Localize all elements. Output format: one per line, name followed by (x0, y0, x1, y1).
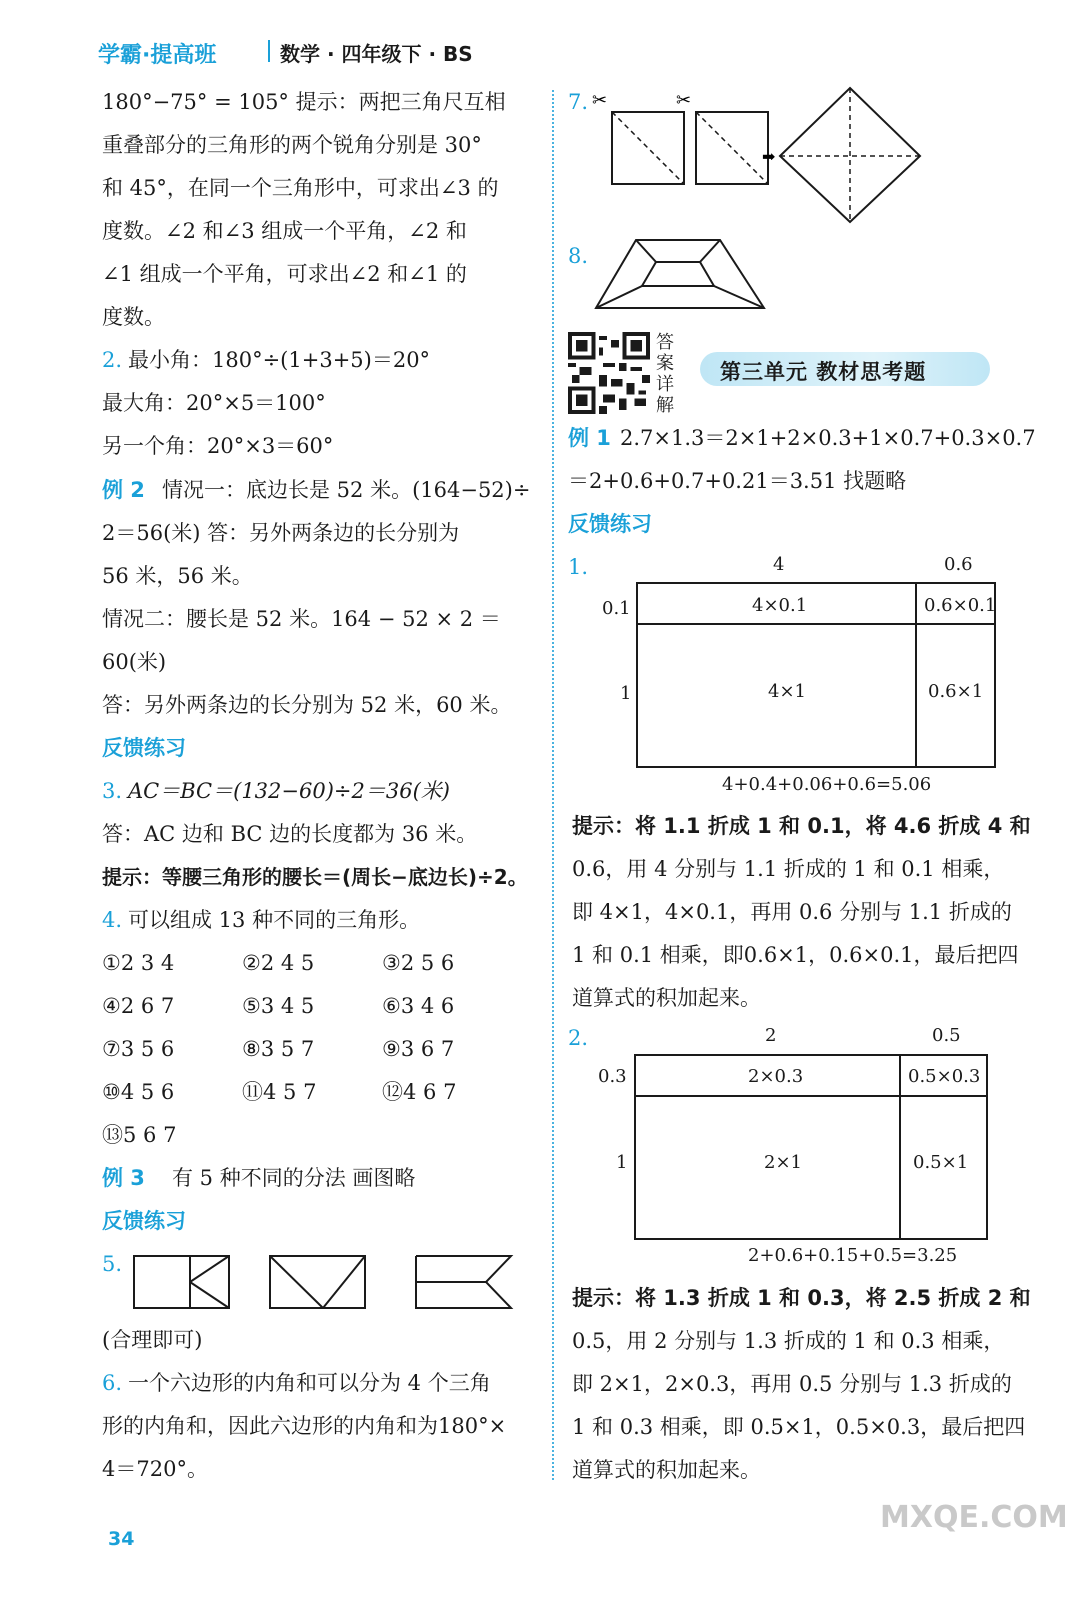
triangle-item: ⑩4 5 6 (102, 1080, 175, 1104)
hint-line: 0.5，用 2 分别与 1.3 折成的 1 和 0.3 相乘， (572, 1329, 1005, 1353)
hint-line: 0.6，用 4 分别与 1.1 折成的 1 和 0.1 相乘， (572, 857, 1005, 881)
triangle-item: ④2 6 7 (102, 994, 175, 1018)
text-line: 答：另外两条边的长分别为 52 米，60 米。 (102, 693, 512, 717)
scissors-icon: ✂ (676, 90, 692, 111)
row-label: 0.1 (602, 598, 631, 619)
row-label: 0.3 (598, 1066, 627, 1087)
cell-label: 0.5×1 (913, 1152, 969, 1173)
cell-label: 4×1 (768, 681, 806, 702)
column-label: 2 (765, 1025, 777, 1046)
triangle-item: ⑦3 5 6 (102, 1037, 175, 1061)
question-number: 2. (568, 1026, 589, 1050)
header-separator (268, 40, 270, 62)
triangle-item: ⑥3 4 6 (382, 994, 455, 1018)
trapezoid-figure (592, 236, 772, 312)
triangle-item: ③2 5 6 (382, 951, 455, 975)
scissors-icon: ✂ (592, 90, 608, 111)
hint-line: 提示：等腰三角形的腰长＝(周长−底边长)÷2。 (102, 865, 528, 889)
figure-3 (416, 1256, 511, 1308)
division-figures (128, 1250, 528, 1314)
question-number: 5. (102, 1252, 123, 1276)
arrow-right-icon: ➡ (762, 147, 776, 166)
hint-line: 提示：将 1.1 折成 1 和 0.1，将 4.6 折成 4 和 (572, 814, 1031, 838)
cell-label: 2×0.3 (748, 1066, 804, 1087)
example-label: 例 1 (568, 426, 611, 450)
triangle-item: ①2 3 4 (102, 951, 175, 975)
text-line: 情况二：腰长是 52 米。164 − 52 × 2 ＝ (102, 607, 501, 631)
text-line: 答：AC 边和 BC 边的长度都为 36 米。 (102, 822, 478, 846)
text-line: 度数。 (102, 305, 165, 329)
row-label: 1 (620, 683, 632, 704)
note: (合理即可) (102, 1328, 203, 1352)
triangle-item: ⑪4 5 7 (242, 1080, 317, 1104)
sum-expression: 4+0.4+0.06+0.6=5.06 (722, 774, 932, 795)
cell-label: 0.5×0.3 (908, 1066, 981, 1087)
text-line: 可以组成 13 种不同的三角形。 (128, 908, 421, 932)
hint-line: 提示：将 1.3 折成 1 和 0.3，将 2.5 折成 2 和 (572, 1286, 1031, 1310)
text-line: 度数。∠2 和∠3 组成一个平角，∠2 和 (102, 219, 467, 243)
triangle-item: ⑤3 4 5 (242, 994, 315, 1018)
watermark: MXQE.COM (880, 1500, 1068, 1535)
hint-line: 即 2×1，2×0.3，再用 0.5 分别与 1.3 折成的 (572, 1372, 1012, 1396)
triangle-item: ②2 4 5 (242, 951, 315, 975)
hint-line: 即 4×1，4×0.1，再用 0.6 分别与 1.1 折成的 (572, 900, 1012, 924)
text-line: 重叠部分的三角形的两个锐角分别是 30° (102, 133, 482, 157)
text-line: 形的内角和，因此六边形的内角和为180°× (102, 1414, 507, 1438)
text-line: 有 5 种不同的分法 画图略 (172, 1166, 416, 1190)
qr-caption: 答案详解 (656, 332, 674, 416)
text-line: 4＝720°。 (102, 1457, 208, 1481)
text-line: 最大角：20°×5＝100° (102, 391, 326, 415)
qr-code-icon[interactable] (568, 332, 650, 414)
unit-title: 第三单元 教材思考题 (720, 360, 927, 384)
triangle-item: ⑨3 6 7 (382, 1037, 455, 1061)
text-line: 一个六边形的内角和可以分为 4 个三角 (128, 1371, 491, 1395)
question-number: 3. (102, 779, 123, 803)
column-divider (552, 90, 554, 1480)
cell-label: 2×1 (764, 1152, 802, 1173)
header-subject: 数学 · 四年级下 · BS (280, 42, 473, 66)
sum-expression: 2+0.6+0.15+0.5=3.25 (748, 1245, 958, 1266)
triangle-item: ⑧3 5 7 (242, 1037, 315, 1061)
hint-line: 道算式的积加起来。 (572, 1458, 761, 1482)
page-number: 34 (108, 1528, 135, 1550)
triangle-item: ⑬5 6 7 (102, 1123, 177, 1147)
text-line: 60(米) (102, 650, 167, 674)
folding-figure (592, 86, 932, 226)
section-heading: 反馈练习 (568, 512, 652, 536)
text-line: 另一个角：20°×3＝60° (102, 434, 334, 458)
text-line: ∠1 组成一个平角，可求出∠2 和∠1 的 (102, 262, 467, 286)
triangle-item: ⑫4 6 7 (382, 1080, 457, 1104)
column-label: 4 (773, 554, 785, 575)
text-line: 2.7×1.3＝2×1+2×0.3+1×0.7+0.3×0.7 (620, 426, 1036, 450)
example-label: 例 3 (102, 1166, 145, 1190)
section-heading: 反馈练习 (102, 736, 186, 760)
text-line: 180°−75° = 105° 提示：两把三角尺互相 (102, 90, 506, 114)
section-heading: 反馈练习 (102, 1209, 186, 1233)
header-logo: 学霸·提高班 (98, 43, 217, 68)
question-number: 1. (568, 555, 589, 579)
figure-1 (134, 1256, 229, 1308)
text-line: 2＝56(米) 答：另外两条边的长分别为 (102, 521, 460, 545)
question-number: 2. (102, 348, 123, 372)
question-number: 4. (102, 908, 123, 932)
example-label: 例 2 (102, 478, 145, 502)
column-label: 0.6 (944, 554, 973, 575)
text-line: 56 米，56 米。 (102, 564, 253, 588)
cell-label: 0.6×0.1 (924, 595, 997, 616)
question-number: 7. (568, 90, 589, 114)
text-line: 情况一：底边长是 52 米。(164−52)÷ (162, 478, 531, 502)
question-number: 6. (102, 1371, 123, 1395)
text-line: ＝2+0.6+0.7+0.21＝3.51 找题略 (568, 469, 907, 493)
figure-2 (270, 1256, 365, 1308)
text-line: 最小角：180°÷(1+3+5)＝20° (128, 348, 431, 372)
text-line: 和 45°，在同一个三角形中，可求出∠3 的 (102, 176, 499, 200)
hint-line: 1 和 0.1 相乘，即0.6×1，0.6×0.1，最后把四 (572, 943, 1019, 967)
hint-line: 道算式的积加起来。 (572, 986, 761, 1010)
column-label: 0.5 (932, 1025, 961, 1046)
cell-label: 0.6×1 (928, 681, 984, 702)
question-number: 8. (568, 244, 589, 268)
cell-label: 4×0.1 (752, 595, 808, 616)
text-line: AC＝BC＝(132−60)÷2＝36(米) (128, 779, 450, 803)
hint-line: 1 和 0.3 相乘，即 0.5×1，0.5×0.3，最后把四 (572, 1415, 1026, 1439)
row-label: 1 (616, 1152, 628, 1173)
